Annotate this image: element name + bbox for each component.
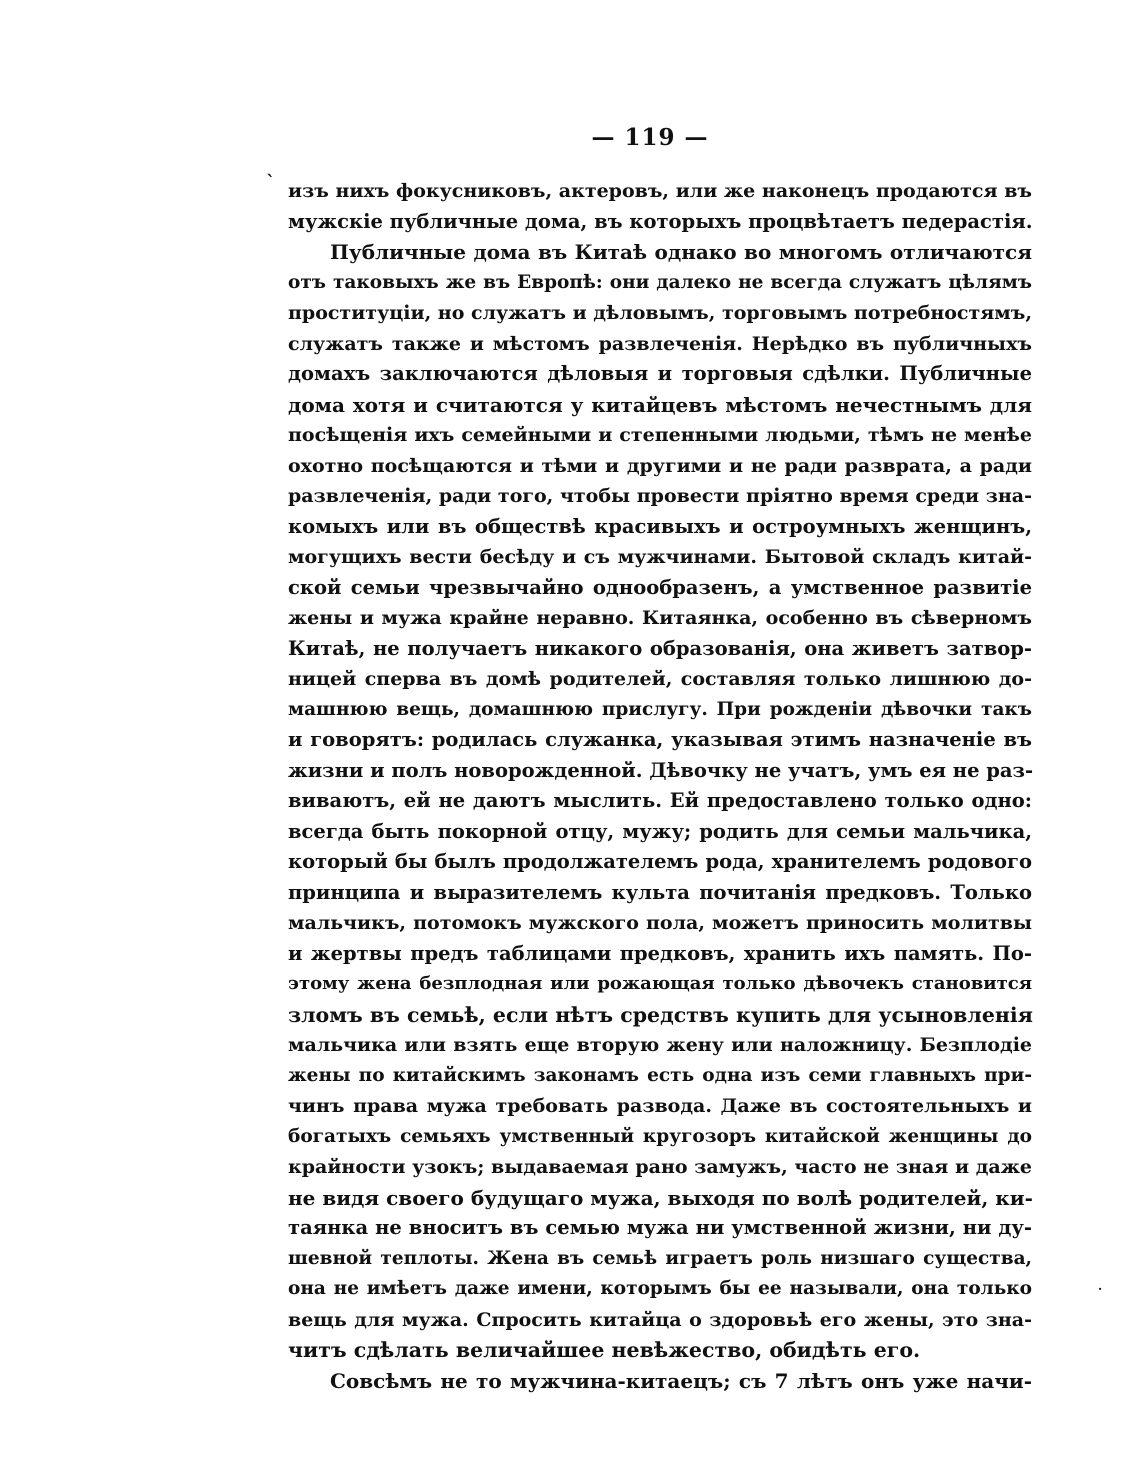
text-line: служатъ также и мѣстомъ развлеченія. Нерѣдко въ публичныхъ [288, 332, 1032, 355]
margin-dot-mark: · [1098, 1282, 1103, 1296]
text-line: богатыхъ семьяхъ умственный кругозоръ китайской женщины до [288, 1125, 1032, 1147]
text-line: виваютъ, ей не даютъ мыслить. Ей предоставлено только одно: [288, 789, 1032, 812]
text-line: этому жена безплодная или рожающая только дѣвочекъ становится [288, 973, 1032, 994]
paragraph-first-line: Публичные дома въ Китаѣ однако во многомъ отличаются [330, 240, 1032, 264]
text-line: ской семьи чрезвычайно однообразенъ, а умственное развитіе [288, 575, 1032, 599]
paragraph-first-line: Совсѣмъ не то мужчина-китаецъ; съ 7 лѣтъ онъ уже начи- [330, 1368, 1032, 1393]
text-line: шевной теплоты. Жена въ семьѣ играетъ роль низшаго существа, [288, 1247, 1032, 1269]
text-line: могущихъ вести бесѣду и съ мужчинами. Бытовой складъ китай- [288, 546, 1032, 568]
text-line: жизни и полъ новорожденной. Дѣвочку не учатъ, умъ ея не раз- [288, 758, 1034, 782]
text-line: принципа и выразителемъ культа почитанія предковъ. Только [288, 880, 1032, 904]
text-line: читъ сдѣлать величайшее невѣжество, обидѣть его. [288, 1338, 921, 1362]
text-line: мужскіе публичные дома, въ которыхъ процвѣтаетъ педерастія. [288, 209, 1033, 233]
text-line: проституціи, но служатъ и дѣловымъ, торговымъ потребностямъ, [288, 302, 1032, 324]
text-line: развлеченія, ради того, чтобы провести пріятно время среди зна- [288, 485, 1032, 507]
text-line: таянка не вноситъ въ семью мужа ни умственной жизни, ни ду- [288, 1216, 1032, 1239]
text-line: не видя своего будущаго мужа, выходя по волѣ родителей, ки- [288, 1185, 1033, 1210]
text-line: посѣщенія ихъ семейными и степенными людьми, тѣмъ не менѣе [288, 424, 1032, 446]
text-line: жены и мужа крайне неравно. Китаянка, особенно въ сѣверномъ [288, 607, 1032, 629]
text-line: который бы былъ продолжателемъ рода, хранителемъ родового [288, 850, 1032, 873]
text-line: домахъ заключаются дѣловыя и торговыя сдѣлки. Публичные [288, 362, 1032, 385]
text-line: ницей сперва въ домѣ родителей, составляя только лишнюю до- [288, 668, 1032, 690]
text-line: мальчикъ, потомокъ мужского пола, можетъ приносить молитвы [288, 912, 1032, 934]
text-line: зломъ въ семьѣ, если нѣтъ средствъ купить для усыновленія [288, 1002, 1033, 1027]
text-line: дома хотя и считаются у китайцевъ мѣстомъ нечестнымъ для [288, 392, 1032, 417]
text-line: она не имѣетъ даже имени, которымъ бы ее называли, она только [288, 1278, 1032, 1299]
body-text [288, 176, 1032, 1396]
text-line: крайности узокъ; выдаваемая рано замужъ, часто не зная и даже [288, 1156, 1032, 1178]
text-line: и говорятъ: родилась служанка, указывая этимъ назначеніе въ [288, 728, 1032, 751]
text-line: комыхъ или въ обществѣ красивыхъ и остроумныхъ женщинъ, [288, 514, 1032, 538]
text-line: Китаѣ, не получаетъ никакого образованія, она живетъ затвор- [288, 636, 1032, 660]
text-line: изъ нихъ фокусниковъ, актеровъ, или же наконецъ продаются въ [288, 180, 1032, 202]
text-line: вещь для мужа. Спросить китайца о здоровьѣ его жены, это зна- [288, 1308, 1032, 1331]
text-line: отъ таковыхъ же въ Европѣ: они далеко не всегда служатъ цѣлямъ [288, 271, 1032, 293]
text-line: чинъ права мужа требовать развода. Даже въ состоятельныхъ и [288, 1095, 1032, 1117]
text-line: машнюю вещь, домашнюю прислугу. При рожденіи дѣвочки такъ [288, 698, 1032, 720]
text-line: мальчика или взять еще вторую жену или наложницу. Безплодіе [288, 1034, 1032, 1056]
page-number: — 119 — [591, 124, 709, 151]
text-line: и жертвы предъ таблицами предковъ, хранить ихъ память. По- [288, 941, 1032, 965]
margin-tick-mark: ˋ [266, 172, 275, 193]
text-line: жены по китайскимъ законамъ есть одна изъ семи главныхъ при- [288, 1064, 1032, 1086]
text-line: охотно посѣщаются и тѣми и другими и не ради разврата, а ради [288, 454, 1032, 477]
text-line: всегда быть покорной отцу, мужу; родить для семьи мальчика, [288, 819, 1032, 843]
